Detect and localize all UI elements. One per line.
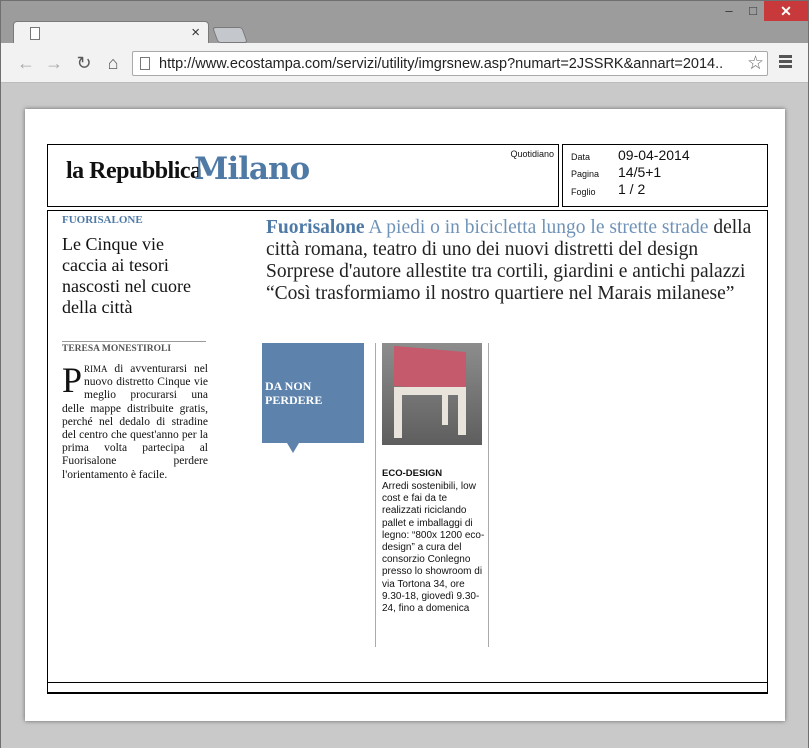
close-window-button[interactable]: ✕ bbox=[764, 1, 808, 21]
meta-value-date: 09-04-2014 bbox=[618, 147, 690, 163]
callout-label: DA NON PERDERE bbox=[265, 379, 323, 407]
headline-kicker: Fuorisalone bbox=[266, 217, 365, 238]
clipping-sheet bbox=[25, 109, 785, 721]
headline-rest: della città romana, teatro di uno dei nuovi distretti del design Sorprese d'autore allestite tra cortili, giardini e antichi palazzi “Così trasformiamo il nostro quartiere nel Marais milanese” bbox=[266, 217, 752, 304]
callout-box bbox=[262, 343, 364, 443]
meta-value-page: 14/5+1 bbox=[618, 164, 662, 180]
meta-box bbox=[562, 144, 768, 207]
meta-label: Data bbox=[571, 152, 591, 162]
meta-label: Foglio bbox=[571, 187, 596, 197]
drop-cap: P bbox=[62, 360, 83, 400]
masthead-box bbox=[47, 144, 559, 207]
page-viewport bbox=[1, 84, 808, 748]
author-byline: TERESA MONESTIROLI bbox=[62, 344, 172, 354]
caption-title: ECO-DESIGN bbox=[382, 468, 443, 479]
article-box bbox=[47, 210, 768, 693]
browser-toolbar bbox=[1, 43, 808, 83]
address-bar[interactable] bbox=[132, 51, 768, 76]
lead-text: di avventurarsi nel nuovo distretto Cinque vie meglio procurarsi una delle mappe distribuite gratis, perché nel dedalo di stradine del centro che quest'anno per la prima volta partecipa al Fuorisalone perdere l'orientamento è facile. bbox=[62, 363, 208, 481]
hamburger-menu-icon[interactable] bbox=[777, 53, 795, 73]
page-icon bbox=[140, 57, 150, 70]
arrow-left-icon[interactable]: ← bbox=[17, 53, 35, 73]
lead-smallcaps: RIMA bbox=[84, 364, 108, 374]
home-icon[interactable]: ⌂ bbox=[107, 53, 119, 73]
minimize-button[interactable]: – bbox=[725, 3, 733, 18]
footer-box bbox=[47, 682, 768, 694]
browser-tab[interactable] bbox=[13, 21, 209, 44]
star-icon[interactable]: ☆ bbox=[746, 53, 764, 74]
repubblica-logo: la Repubblica bbox=[66, 158, 202, 184]
publication-type: Quotidiano bbox=[510, 149, 554, 159]
close-tab-icon[interactable]: × bbox=[191, 24, 200, 41]
headline bbox=[266, 217, 766, 305]
column-divider bbox=[488, 343, 489, 647]
title-bar bbox=[1, 1, 808, 43]
milano-logo: Milano bbox=[194, 151, 310, 187]
url-text[interactable]: http://www.ecostampa.com/servizi/utility/imgrsnew.asp?numart=2JSSRK&annart=2014.. bbox=[159, 56, 724, 72]
page-icon bbox=[30, 27, 40, 40]
meta-label: Pagina bbox=[571, 169, 600, 179]
maximize-button[interactable]: □ bbox=[749, 3, 757, 18]
table-photo bbox=[382, 343, 482, 445]
table-top-shape bbox=[394, 346, 466, 392]
divider bbox=[62, 341, 206, 342]
callout-tail bbox=[287, 443, 299, 453]
column-divider bbox=[375, 343, 376, 647]
meta-value-sheet: 1 / 2 bbox=[618, 181, 646, 197]
arrow-right-icon[interactable]: → bbox=[45, 53, 63, 73]
section-kicker: FUORISALONE bbox=[62, 214, 143, 226]
headline-blue: A piedi o in bicicletta lungo le strette strade bbox=[364, 217, 709, 238]
article-lead bbox=[62, 360, 208, 482]
article-title: Le Cinque vie caccia ai tesori nascosti nel cuore della città bbox=[62, 234, 191, 317]
reload-icon[interactable]: ↻ bbox=[76, 53, 92, 73]
caption-text: Arredi sostenibili, low cost e fai da te realizzati riciclando pallet e imballaggi di legno: “800x 1200 eco-design” a cura del consorzio Conlegno presso lo showroom di via Tortona 34, ore 9.30-18, giovedì 9.30-24, fino a domenica bbox=[382, 481, 485, 615]
new-tab-button[interactable] bbox=[212, 27, 248, 43]
